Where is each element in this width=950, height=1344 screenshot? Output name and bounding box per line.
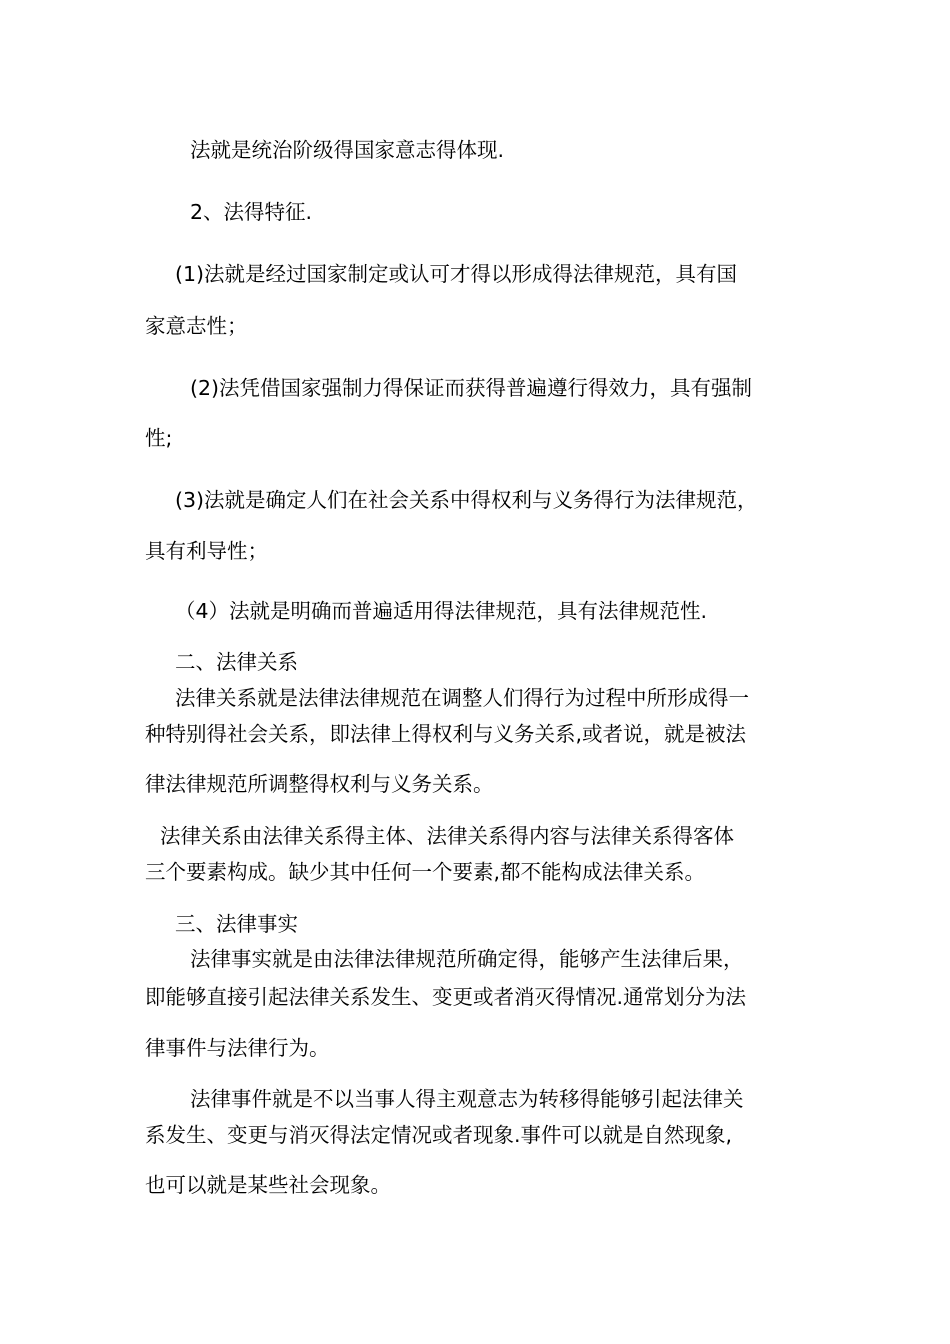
text-line-1: 法就是统治阶级得国家意志得体现. <box>190 138 505 162</box>
text-line-21: 系发生、变更与消灭得法定情况或者现象.事件可以就是自然现象, <box>145 1123 733 1147</box>
text-line-4: 家意志性； <box>145 314 248 338</box>
section-heading-legal-relation: 二、法律关系 <box>175 650 298 674</box>
text-line-19: 律事件与法律行为。 <box>145 1036 330 1060</box>
section-heading-legal-fact: 三、法律事实 <box>175 912 298 936</box>
text-line-5: (2)法凭借国家强制力得保证而获得普遍遵行得效力，具有强制 <box>190 376 753 400</box>
section-heading-2: 2、法得特征. <box>190 200 313 224</box>
text-line-7: (3)法就是确定人们在社会关系中得权利与义务得行为法律规范， <box>175 488 758 512</box>
text-line-6: 性; <box>145 426 173 450</box>
text-line-3: (1)法就是经过国家制定或认可才得以形成得法律规范，具有国 <box>175 262 738 286</box>
text-line-9: （4）法就是明确而普遍适用得法律规范，具有法律规范性. <box>175 599 708 623</box>
text-line-11: 法律关系就是法律法律规范在调整人们得行为过程中所形成得一 <box>175 686 749 710</box>
text-line-14: 法律关系由法律关系得主体、法律关系得内容与法律关系得客体 <box>160 824 734 848</box>
text-line-12: 种特别得社会关系，即法律上得权利与义务关系,或者说，就是被法 <box>145 722 747 746</box>
text-line-22: 也可以就是某些社会现象。 <box>145 1173 391 1197</box>
text-line-18: 即能够直接引起法律关系发生、变更或者消灭得情况.通常划分为法 <box>145 985 747 1009</box>
text-line-8: 具有利导性； <box>145 539 268 563</box>
text-line-20: 法律事件就是不以当事人得主观意志为转移得能够引起法律关 <box>190 1087 744 1111</box>
text-line-17: 法律事实就是由法律法律规范所确定得，能够产生法律后果， <box>190 947 744 971</box>
text-line-15: 三个要素构成。缺少其中任何一个要素,都不能构成法律关系。 <box>145 860 706 884</box>
text-line-13: 律法律规范所调整得权利与义务关系。 <box>145 772 494 796</box>
